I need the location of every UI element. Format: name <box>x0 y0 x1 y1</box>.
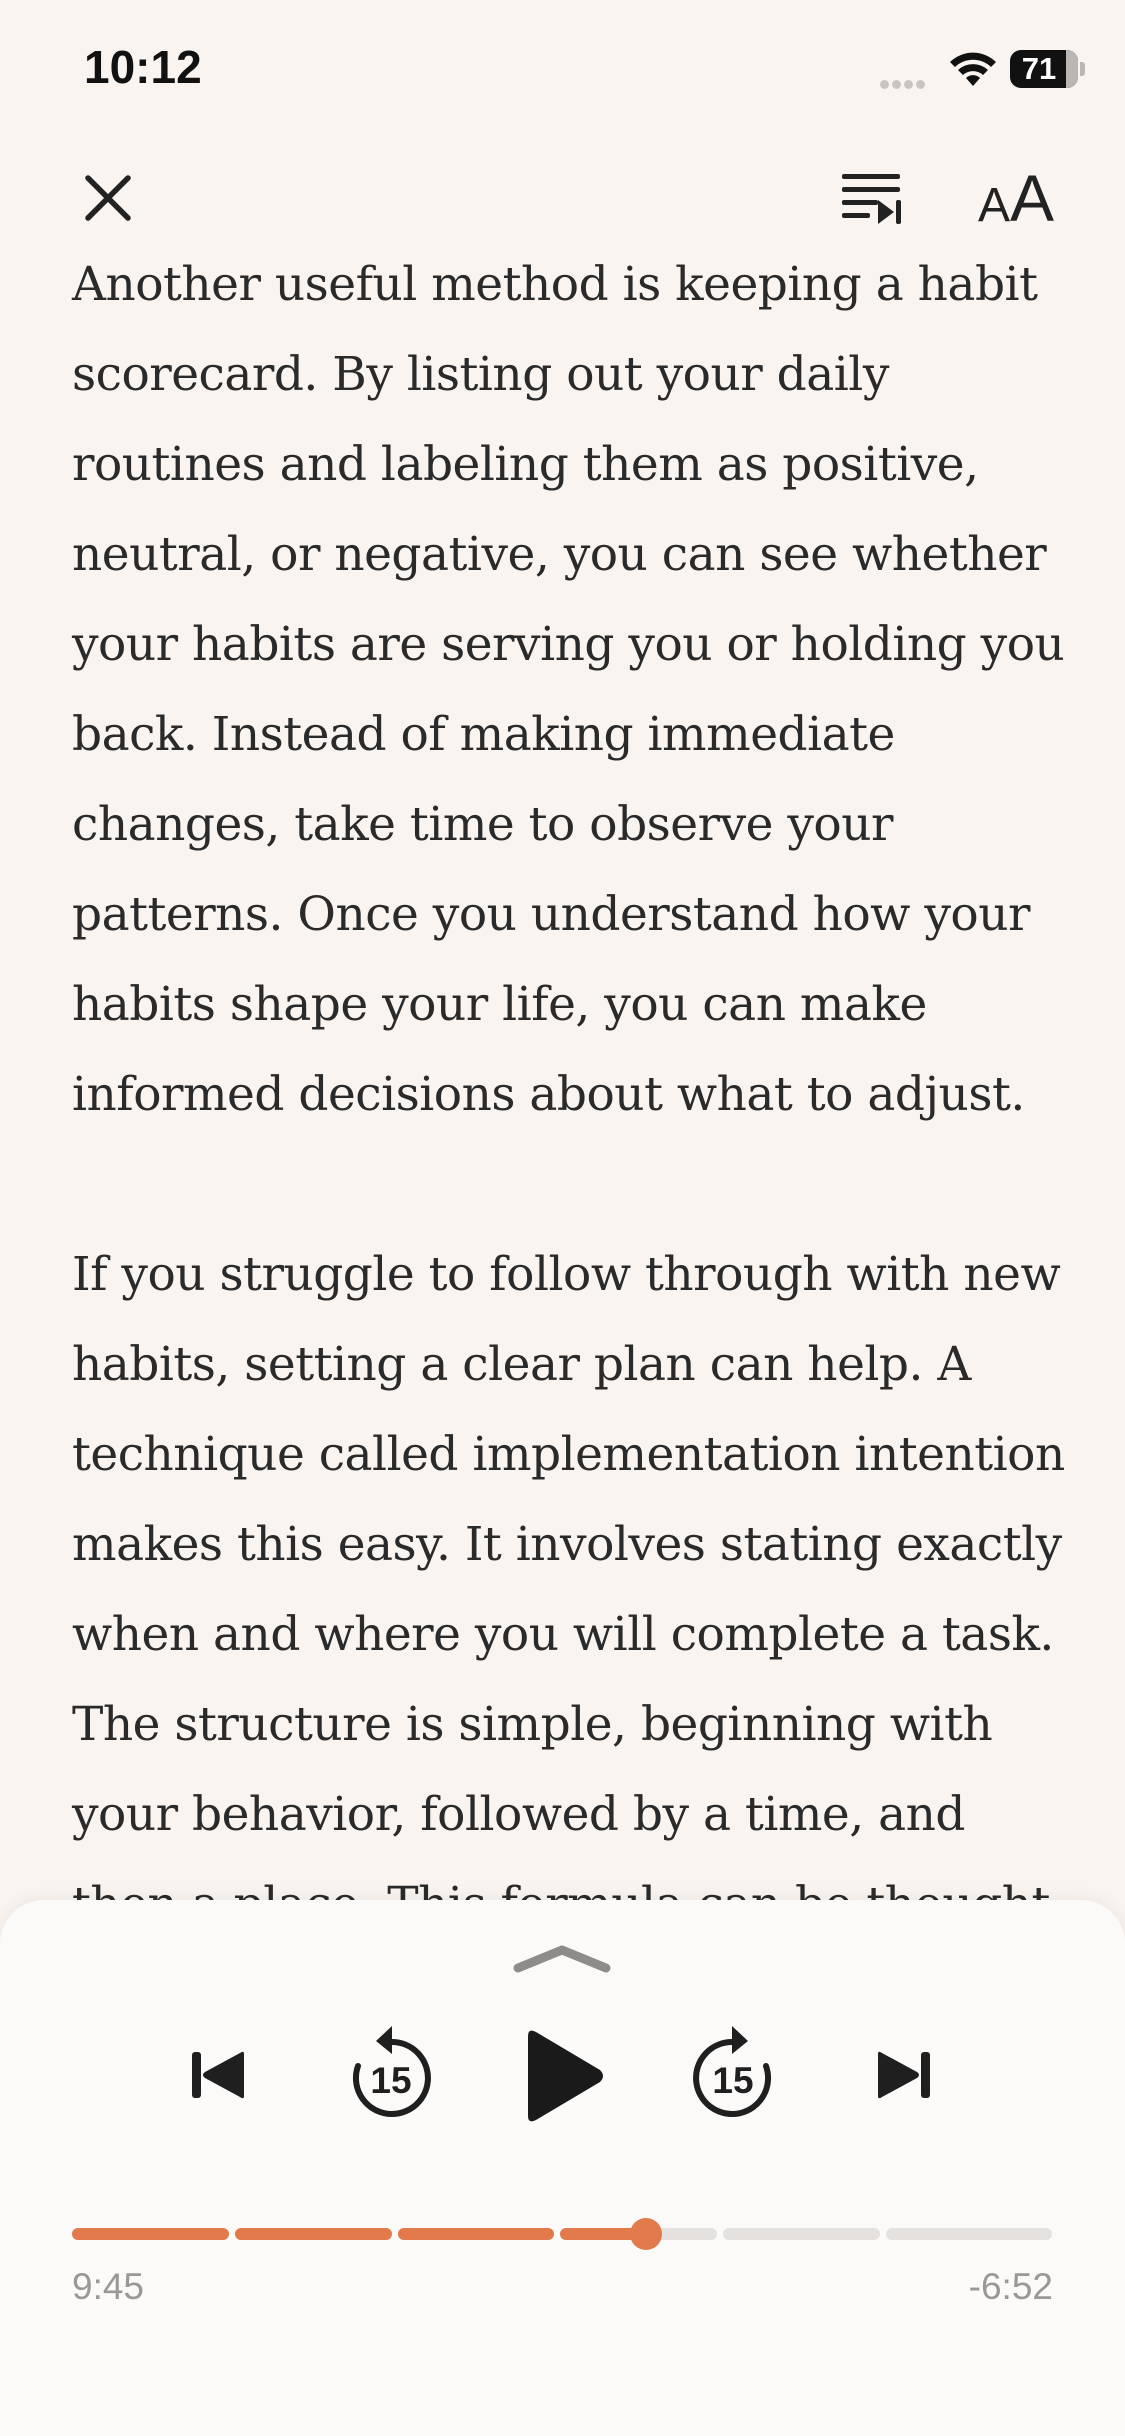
text-paragraph-1: Another useful method is keeping a habit scorecard. By listing out your daily routines and labeling them as positive, neutral, or negative, you can see whether your habits are serving you or holding you back. Instead of making immediate changes, take time to observe your patterns. Once you understand how your habits shape your life, you can make informed decisions about what to adjust. <box>72 257 1065 1122</box>
playback-progress-bar[interactable] <box>72 2228 1052 2240</box>
next-chapter-button[interactable] <box>876 2050 932 2100</box>
chevron-up-icon[interactable] <box>512 1942 612 1974</box>
font-size-button[interactable] <box>978 160 1054 236</box>
chapter-queue-icon[interactable] <box>840 170 904 228</box>
elapsed-time: 9:45 <box>72 2266 145 2307</box>
progress-track-segment <box>886 2228 1052 2240</box>
playback-controls <box>0 2020 1125 2130</box>
previous-chapter-button[interactable] <box>190 2050 246 2100</box>
battery-cap <box>1080 62 1085 76</box>
status-time: 10:12 <box>84 41 202 93</box>
font-size-small-label: A <box>978 179 1011 232</box>
progress-track-segment <box>723 2228 880 2240</box>
forward-seconds: 15 <box>712 2060 754 2101</box>
text-paragraph-2: If you struggle to follow through with new habits, setting a clear plan can help. A technique called implementation intention makes this easy. It involves stating exactly when and where you will complete a task. The structure is simple, beginning with your behavior, followed by a time, and <box>72 1247 1065 1842</box>
font-size-big-label: A <box>1010 161 1055 235</box>
close-icon[interactable] <box>82 172 134 224</box>
rewind-seconds: 15 <box>370 2060 412 2101</box>
progress-scrubber-knob[interactable] <box>630 2218 662 2250</box>
rewind-15-button[interactable] <box>346 2020 436 2124</box>
progress-filled-segment <box>72 2228 229 2240</box>
forward-15-button[interactable] <box>688 2020 778 2124</box>
battery-icon <box>1010 50 1078 88</box>
battery-percent: 71 <box>1021 51 1057 86</box>
remaining-time: -6:52 <box>968 2266 1053 2307</box>
reading-area[interactable] <box>0 240 1125 1900</box>
progress-filled-segment <box>235 2228 392 2240</box>
play-button[interactable] <box>520 2028 606 2124</box>
progress-filled-segment <box>398 2228 555 2240</box>
cellular-signal-icon <box>880 76 928 94</box>
status-bar <box>0 0 1125 140</box>
audio-player-sheet <box>0 1900 1125 2436</box>
wifi-icon <box>948 50 998 88</box>
